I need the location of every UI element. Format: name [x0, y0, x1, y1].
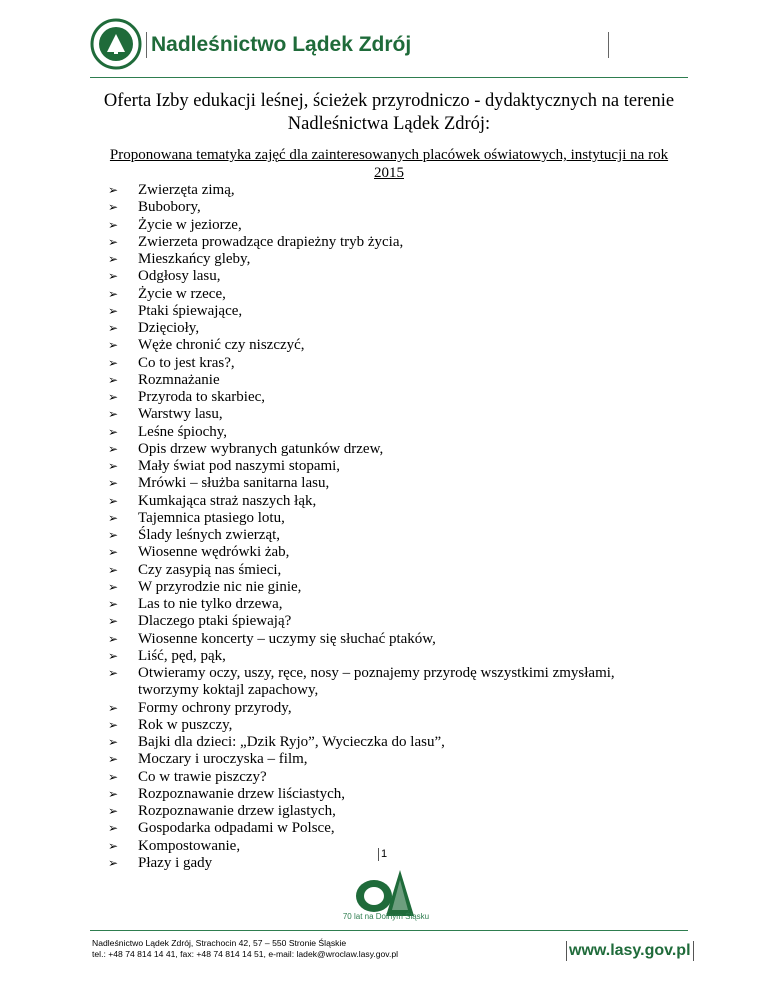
lasy-panstwowe-logo-icon [90, 18, 142, 70]
list-item-text: Formy ochrony przyrody, [138, 699, 292, 716]
list-item [108, 648, 668, 665]
list-item [108, 217, 668, 234]
list-item-text: Leśne śpiochy, [138, 423, 228, 440]
list-item [108, 389, 668, 406]
list-item-text: Ptaki śpiewające, [138, 302, 243, 319]
list-item [108, 734, 668, 751]
list-item-text: Życie w jeziorze, [138, 216, 242, 233]
list-item-text: Wiosenne koncerty – uczymy się słuchać ptaków, [138, 630, 436, 647]
arrow-bullet-icon: ➢ [108, 424, 119, 439]
arrow-bullet-icon: ➢ [108, 459, 119, 473]
list-item [108, 355, 668, 372]
topics-list [108, 182, 668, 872]
footer-address-line-2: tel.: +48 74 814 14 41, fax: +48 74 814 14 51, e-mail: ladek@wroclaw.lasy.gov.pl [92, 949, 399, 959]
list-item-text: Płazy i gady [138, 854, 213, 871]
list-item [108, 303, 668, 320]
arrow-bullet-icon: ➢ [108, 769, 119, 784]
arrow-bullet-icon: ➢ [108, 476, 119, 491]
list-item [108, 268, 668, 285]
list-item [108, 613, 668, 630]
list-item-text: Co w trawie piszczy? [138, 768, 267, 785]
list-item [108, 527, 668, 544]
arrow-bullet-icon: ➢ [108, 372, 119, 387]
footer-address [92, 938, 532, 960]
list-item [108, 424, 668, 441]
title-line-2: Nadleśnictwa Lądek Zdrój: [287, 114, 491, 134]
list-item-text: Przyroda to skarbiec, [138, 389, 266, 405]
list-item-text: Życie w rzece, [138, 285, 226, 302]
list-item [108, 406, 668, 423]
list-item-text: Rozpoznawanie drzew liściastych, [138, 785, 346, 802]
header-divider [608, 32, 609, 58]
list-item [108, 751, 668, 768]
list-item-text: Co to jest kras?, [138, 354, 235, 371]
list-item-text: Ślady leśnych zwierząt, [138, 527, 281, 543]
subtitle-line-1: Proponowana tematyka zajęć dla zainteresowanych placówek oświatowych, instytucji na rok [109, 147, 669, 163]
arrow-bullet-icon: ➢ [108, 200, 119, 215]
list-item-text: Mrówki – służba sanitarna lasu, [138, 475, 330, 492]
list-item-text: Gospodarka odpadami w Polsce, [138, 820, 335, 837]
list-item [108, 510, 668, 527]
list-item [108, 458, 668, 475]
list-item-text: Zwierzęta zimą, [138, 182, 235, 198]
arrow-bullet-icon: ➢ [108, 579, 119, 594]
arrow-bullet-icon: ➢ [108, 528, 119, 542]
arrow-bullet-icon: ➢ [108, 562, 119, 577]
arrow-bullet-icon: ➢ [108, 786, 119, 801]
list-item-text: Mały świat pod naszymi stopami, [138, 458, 341, 474]
list-item-text: Kumkająca straż naszych łąk, [138, 492, 317, 509]
list-item [108, 182, 668, 199]
arrow-bullet-icon: ➢ [108, 390, 119, 404]
arrow-bullet-icon: ➢ [108, 717, 119, 732]
list-item-text: Rozmnażanie [138, 371, 220, 388]
list-item-text: Liść, pęd, pąk, [138, 647, 226, 664]
list-item-text: Opis drzew wybranych gatunków drzew, [138, 440, 384, 457]
arrow-bullet-icon: ➢ [108, 252, 119, 266]
arrow-bullet-icon: ➢ [108, 700, 119, 715]
list-item-text: Tajemnica ptasiego lotu, [138, 509, 285, 526]
arrow-bullet-icon: ➢ [108, 183, 119, 197]
arrow-bullet-icon: ➢ [108, 631, 119, 646]
list-item [108, 475, 668, 492]
list-item-text: Węże chronić czy niszczyć, [138, 337, 305, 354]
list-item-text: Bubobory, [138, 199, 201, 216]
list-item [108, 251, 668, 268]
arrow-bullet-icon: ➢ [108, 735, 119, 749]
document-subtitle [90, 146, 688, 182]
arrow-bullet-icon: ➢ [108, 407, 119, 422]
list-item [108, 700, 668, 717]
list-item [108, 234, 668, 251]
list-item-text: Kompostowanie, [138, 837, 241, 854]
website-link[interactable]: www.lasy.gov.pl [566, 941, 694, 961]
anniversary-caption: 70 lat na Dolnym Śląsku [342, 912, 430, 921]
list-item [108, 717, 668, 734]
arrow-bullet-icon: ➢ [108, 303, 119, 318]
list-item-text: W przyrodzie nic nie ginie, [138, 578, 302, 595]
list-item-text: Las to nie tylko drzewa, [138, 596, 283, 612]
list-item [108, 562, 668, 579]
arrow-bullet-icon: ➢ [108, 804, 119, 818]
list-item [108, 820, 668, 837]
arrow-bullet-icon: ➢ [108, 269, 119, 284]
page-number: 1 [378, 848, 387, 861]
list-item [108, 838, 668, 855]
list-item-text: Czy zasypią nas śmieci, [138, 561, 282, 578]
list-item [108, 769, 668, 786]
list-item [108, 803, 668, 820]
org-name: Nadleśnictwo Lądek Zdrój [146, 32, 411, 58]
page-header [90, 18, 690, 74]
arrow-bullet-icon: ➢ [108, 648, 119, 663]
list-item-text: Zwierzeta prowadzące drapieżny tryb życia, [138, 233, 404, 250]
list-item [108, 665, 668, 700]
arrow-bullet-icon: ➢ [108, 338, 119, 353]
list-item [108, 372, 668, 389]
list-item [108, 544, 668, 561]
arrow-bullet-icon: ➢ [108, 614, 119, 629]
arrow-bullet-icon: ➢ [108, 355, 119, 370]
list-item [108, 786, 668, 803]
list-item-text: Rozpoznawanie drzew iglastych, [138, 803, 336, 819]
arrow-bullet-icon: ➢ [108, 286, 119, 301]
title-line-1: Oferta Izby edukacji leśnej, ścieżek przyrodniczo - dydaktycznych na terenie [103, 91, 675, 111]
arrow-bullet-icon: ➢ [108, 510, 119, 525]
footer-rule [90, 930, 688, 931]
list-item [108, 631, 668, 648]
arrow-bullet-icon: ➢ [108, 441, 119, 456]
arrow-bullet-icon: ➢ [108, 752, 119, 767]
header-rule [90, 77, 688, 78]
list-item-text: Odgłosy lasu, [138, 268, 221, 285]
list-item-text: Rok w puszczy, [138, 716, 233, 733]
arrow-bullet-icon: ➢ [108, 838, 119, 853]
list-item [108, 286, 668, 303]
arrow-bullet-icon: ➢ [108, 666, 119, 680]
list-item-text: Dzięcioły, [138, 320, 200, 336]
arrow-bullet-icon: ➢ [108, 545, 119, 560]
list-item [108, 337, 668, 354]
list-item [108, 199, 668, 216]
list-item-text: Mieszkańcy gleby, [138, 251, 251, 267]
subtitle-line-2: 2015 [374, 165, 404, 181]
list-item [108, 596, 668, 613]
arrow-bullet-icon: ➢ [108, 597, 119, 611]
document-title [90, 90, 688, 136]
list-item-text: Wiosenne wędrówki żab, [138, 544, 290, 561]
list-item-text: Otwieramy oczy, uszy, ręce, nosy – poznajemy przyrodę wszystkimi zmysłami, tworzymy koktajl zapachowy, [138, 665, 615, 699]
arrow-bullet-icon: ➢ [108, 493, 119, 508]
footer-address-line-1: Nadleśnictwo Lądek Zdrój, Strachocin 42, 57 – 550 Stronie Śląskie [92, 938, 347, 948]
list-item-text: Bajki dla dzieci: „Dzik Ryjo”, Wycieczka do lasu”, [138, 734, 445, 750]
arrow-bullet-icon: ➢ [108, 855, 119, 870]
list-item [108, 493, 668, 510]
arrow-bullet-icon: ➢ [108, 321, 119, 335]
arrow-bullet-icon: ➢ [108, 821, 119, 836]
list-item-text: Warstwy lasu, [138, 406, 223, 423]
list-item [108, 441, 668, 458]
list-item [108, 579, 668, 596]
list-item-text: Dlaczego ptaki śpiewają? [138, 613, 292, 630]
list-item-text: Moczary i uroczyska – film, [138, 751, 308, 768]
arrow-bullet-icon: ➢ [108, 217, 119, 232]
arrow-bullet-icon: ➢ [108, 234, 119, 249]
list-item [108, 320, 668, 337]
